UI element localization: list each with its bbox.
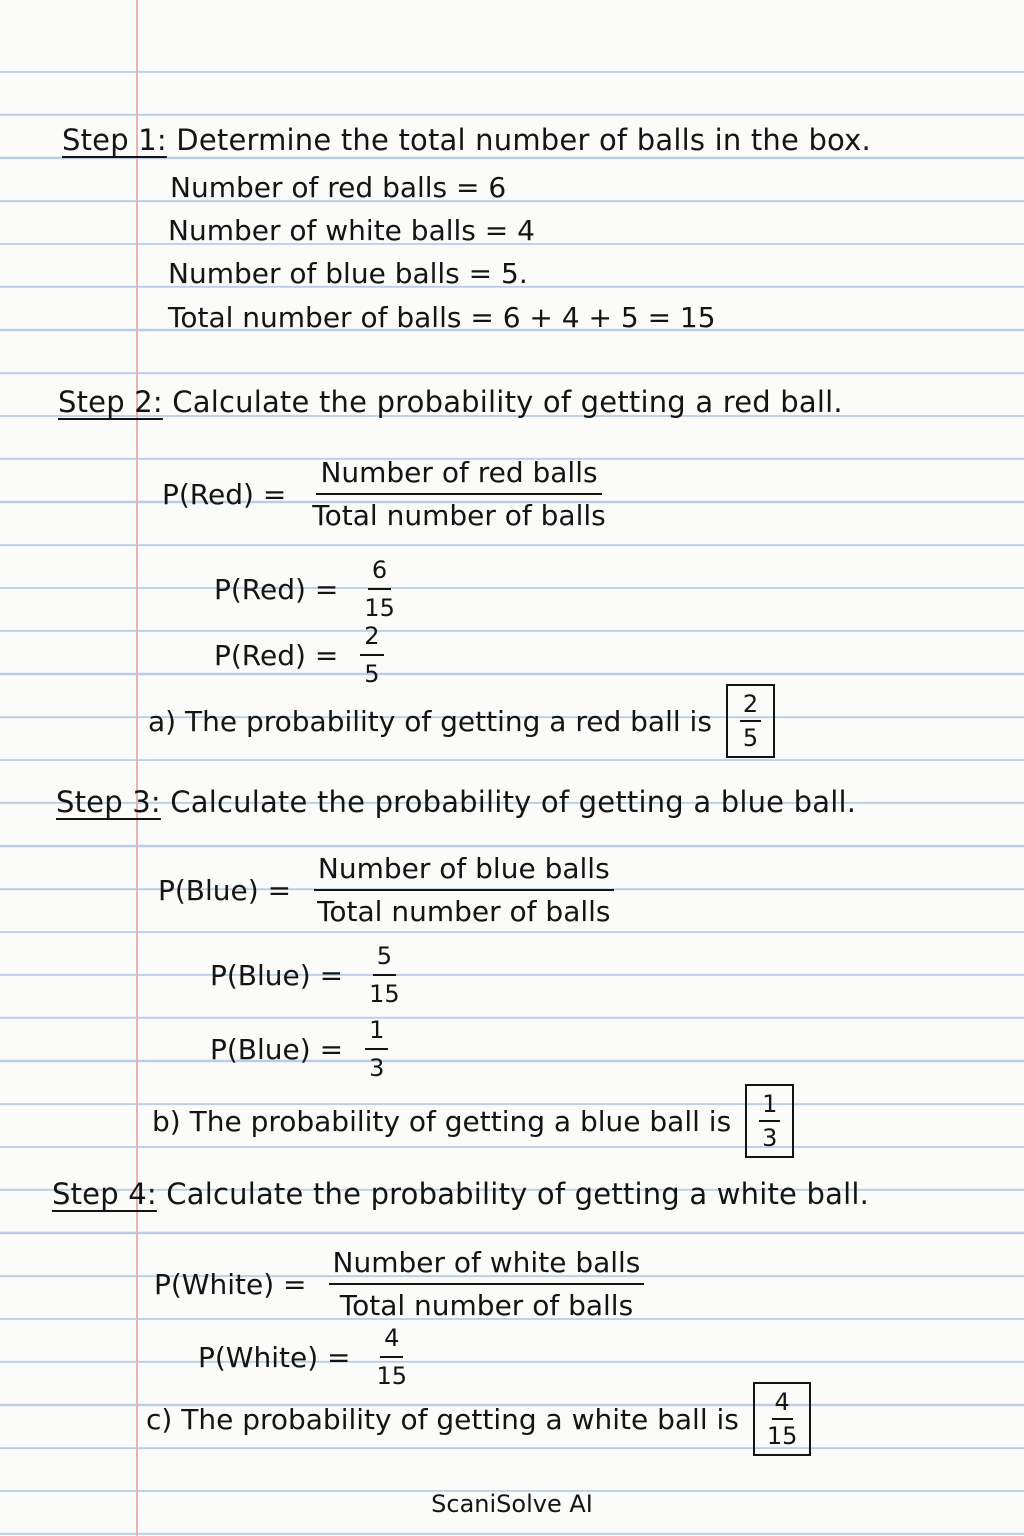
step2-label: Step 2: (58, 385, 163, 419)
footer-brand: ScaniSolve AI (431, 1490, 593, 1518)
step4-eq1-fraction (373, 1324, 412, 1390)
fraction-numerator: Number of white balls (329, 1246, 645, 1285)
step2-answer-text: a) The probability of getting a red ball is (148, 704, 712, 738)
step2-formula-lhs: P(Red) = (162, 477, 287, 511)
answer-numerator: 4 (772, 1388, 793, 1420)
fraction-numerator: 6 (368, 556, 391, 590)
fraction-denominator: 15 (376, 1362, 408, 1390)
step3-eq2 (210, 1016, 388, 1082)
step1-heading (62, 123, 871, 157)
step2-eq2 (214, 622, 384, 688)
step1-title: Determine the total number of balls in the box. (176, 123, 871, 157)
answer-denominator: 15 (766, 1422, 798, 1450)
step4-formula (154, 1246, 644, 1322)
step3-answer-text: b) The probability of getting a blue ball is (152, 1104, 732, 1138)
step3-eq1-lhs: P(Blue) = (210, 958, 344, 992)
fraction-numerator: Number of blue balls (314, 852, 614, 891)
step2-answer-box (726, 684, 775, 758)
fraction-denominator: 3 (369, 1054, 385, 1082)
step3-title: Calculate the probability of getting a blue ball. (170, 785, 857, 819)
fraction-numerator: 2 (360, 622, 383, 656)
step1-label: Step 1: (62, 123, 167, 157)
step3-heading (56, 785, 857, 819)
step2-eq2-lhs: P(Red) = (214, 638, 339, 672)
step4-formula-lhs: P(White) = (154, 1267, 307, 1301)
step1-white-count: Number of white balls = 4 (168, 214, 535, 247)
step2-eq2-fraction (360, 622, 383, 688)
step2-eq1 (214, 556, 399, 622)
fraction-denominator: 15 (369, 980, 400, 1008)
step1-blue-count: Number of blue balls = 5. (168, 257, 528, 290)
margin-line (136, 0, 138, 1536)
step2-heading (58, 385, 843, 419)
fraction-denominator: Total number of balls (317, 895, 611, 928)
fraction-denominator: Total number of balls (312, 499, 606, 532)
step4-label: Step 4: (52, 1177, 157, 1211)
step2-eq1-lhs: P(Red) = (214, 572, 339, 606)
step2-title: Calculate the probability of getting a red ball. (172, 385, 843, 419)
step4-heading (52, 1177, 870, 1211)
step3-answer-box (745, 1084, 794, 1158)
fraction-numerator: 1 (365, 1016, 388, 1050)
answer-denominator: 3 (762, 1124, 778, 1152)
fraction-numerator: 4 (380, 1324, 403, 1358)
fraction-denominator: Total number of balls (339, 1289, 634, 1322)
step4-answer-box (753, 1382, 812, 1456)
step3-eq2-lhs: P(Blue) = (210, 1032, 344, 1066)
answer-numerator: 2 (740, 690, 761, 722)
step3-eq2-fraction (365, 1016, 388, 1082)
step4-eq1 (198, 1324, 411, 1390)
step3-answer (152, 1084, 794, 1158)
step3-eq1 (210, 942, 404, 1008)
step2-answer (148, 684, 775, 758)
answer-numerator: 1 (759, 1090, 780, 1122)
step3-eq1-fraction (365, 942, 404, 1008)
step2-formula (162, 456, 610, 532)
answer-denominator: 5 (742, 724, 759, 752)
step3-formula (158, 852, 615, 928)
fraction-denominator: 5 (364, 660, 380, 688)
step3-formula-lhs: P(Blue) = (158, 873, 292, 907)
fraction-numerator: 5 (373, 942, 396, 976)
step1-total: Total number of balls = 6 + 4 + 5 = 15 (168, 301, 716, 334)
step4-answer (146, 1382, 811, 1456)
step4-title: Calculate the probability of getting a white ball. (166, 1177, 870, 1211)
step3-formula-fraction (313, 852, 614, 928)
fraction-numerator: Number of red balls (316, 456, 601, 495)
step4-eq1-lhs: P(White) = (198, 1340, 351, 1374)
step4-answer-text: c) The probability of getting a white ball is (146, 1402, 739, 1436)
step2-eq1-fraction (360, 556, 399, 622)
step1-red-count: Number of red balls = 6 (170, 171, 507, 204)
step4-formula-fraction (329, 1246, 645, 1322)
step2-formula-fraction (308, 456, 609, 532)
fraction-denominator: 15 (364, 594, 395, 622)
step3-label: Step 3: (56, 785, 161, 819)
